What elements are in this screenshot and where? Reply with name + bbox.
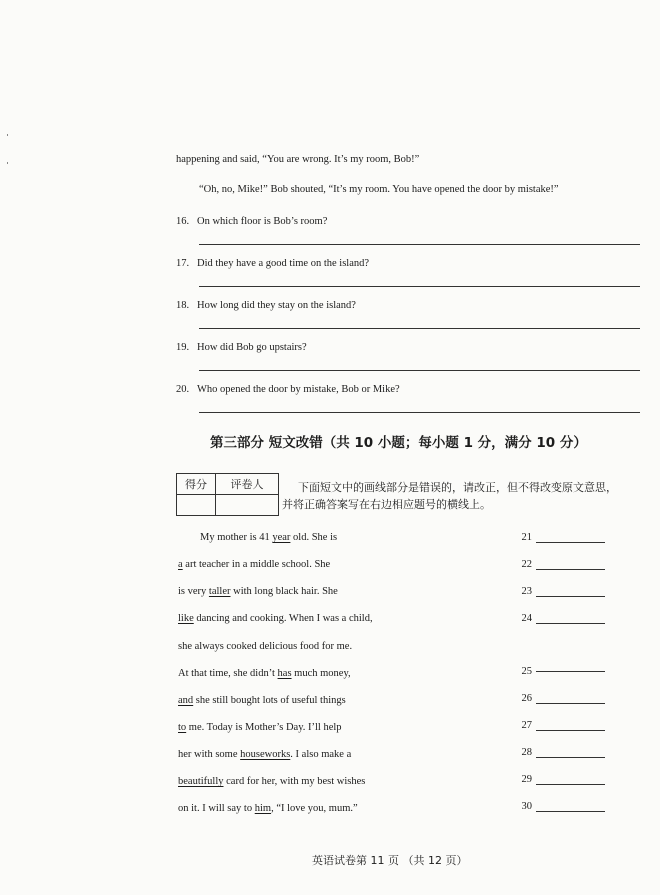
error-word: beautifully (178, 776, 224, 787)
section-heading: 第三部分 短文改错（共 10 小题；每小题 1 分，满分 10 分） (210, 435, 587, 451)
error-word: to (178, 722, 187, 733)
answer-blank[interactable] (536, 542, 605, 543)
scan-speck (7, 162, 8, 164)
answer-number: 27 (521, 720, 532, 731)
passage-text: and she still bought lots of useful things (178, 695, 346, 706)
error-word: taller (208, 586, 231, 597)
question-number: 16. (176, 216, 190, 227)
passage-text: My mother is 41 year old. She is (200, 532, 338, 543)
passage-text: she always cooked delicious food for me. (178, 641, 353, 652)
passage-line-2: “Oh, no, Mike!” Bob shouted, “It’s my room. You have opened the door by mistake!” (199, 184, 559, 195)
answer-number: 22 (521, 559, 532, 570)
passage-text: is very taller with long black hair. She (178, 586, 338, 597)
grader-label: 评卷人 (216, 474, 279, 495)
question-number: 20. (176, 384, 190, 395)
answer-blank[interactable] (536, 757, 605, 758)
answer-number: 30 (521, 801, 532, 812)
instruction-line-1: 下面短文中的画线部分是错误的，请改正，但不得改变原文意思， (298, 481, 617, 494)
score-cell[interactable] (177, 495, 216, 516)
answer-number: 23 (521, 586, 532, 597)
answer-number: 28 (521, 747, 532, 758)
answer-number: 24 (521, 613, 532, 624)
question-text: How did Bob go upstairs? (197, 342, 307, 353)
error-word: like (178, 613, 194, 624)
answer-blank[interactable] (536, 784, 605, 785)
passage-line-1: happening and said, “You are wrong. It’s my room, Bob!” (176, 154, 420, 165)
error-word: and (178, 695, 194, 706)
error-word: year (272, 532, 291, 543)
answer-number: 21 (521, 532, 532, 543)
answer-number: 25 (521, 666, 532, 677)
passage-text: to me. Today is Mother’s Day. I’ll help (178, 722, 342, 733)
error-word: has (277, 668, 292, 679)
answer-blank[interactable] (536, 811, 605, 812)
question-number: 18. (176, 300, 190, 311)
grader-cell[interactable] (216, 495, 279, 516)
page-footer: 英语试卷第 11 页 （共 12 页） (312, 854, 468, 867)
answer-line[interactable] (199, 286, 640, 287)
question-number: 19. (176, 342, 190, 353)
answer-blank[interactable] (536, 671, 605, 672)
answer-blank[interactable] (536, 596, 605, 597)
error-word: houseworks (240, 749, 291, 760)
error-word: a (178, 559, 183, 570)
answer-line[interactable] (199, 370, 640, 371)
answer-line[interactable] (199, 244, 640, 245)
passage-text: At that time, she didn’t has much money, (178, 668, 351, 679)
passage-text: like dancing and cooking. When I was a child, (178, 613, 373, 624)
question-text: Did they have a good time on the island? (197, 258, 370, 269)
score-label: 得分 (177, 474, 216, 495)
question-text: On which floor is Bob’s room? (197, 216, 328, 227)
answer-line[interactable] (199, 328, 640, 329)
question-text: How long did they stay on the island? (197, 300, 356, 311)
question-text: Who opened the door by mistake, Bob or Mike? (197, 384, 400, 395)
answer-blank[interactable] (536, 730, 605, 731)
answer-blank[interactable] (536, 569, 605, 570)
answer-blank[interactable] (536, 623, 605, 624)
answer-number: 29 (521, 774, 532, 785)
answer-number: 26 (521, 693, 532, 704)
score-box (176, 473, 279, 516)
passage-text: a art teacher in a middle school. She (178, 559, 331, 570)
answer-line[interactable] (199, 412, 640, 413)
passage-text: on it. I will say to him, “I love you, mum.” (178, 803, 358, 814)
passage-text: beautifully card for her, with my best wishes (178, 776, 366, 787)
question-number: 17. (176, 258, 190, 269)
instruction-line-2: 并将正确答案写在右边相应题号的横线上。 (282, 498, 491, 511)
answer-blank[interactable] (536, 703, 605, 704)
passage-text: her with some houseworks. I also make a (178, 749, 352, 760)
scan-speck (7, 134, 8, 136)
error-word: him (254, 803, 272, 814)
